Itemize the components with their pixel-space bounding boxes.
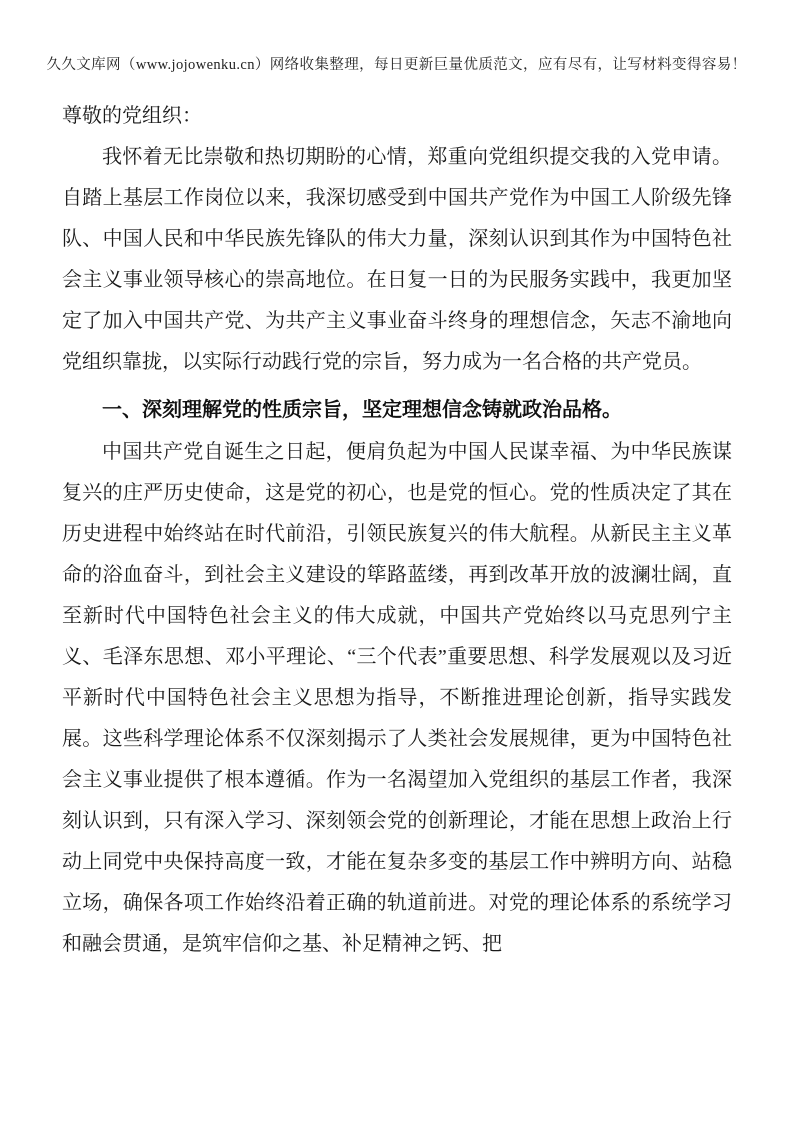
header-watermark-text: 久久文库网（www.jojowenku.cn）网络收集整理，每日更新巨量优质范文，应有尽有，让写材料变得容易！	[46, 57, 747, 73]
section-heading: 一、深刻理解党的性质宗旨，坚定理想信念铸就政治品格。	[102, 399, 622, 421]
paragraph-intro: 我怀着无比崇敬和热切期盼的心情，郑重向党组织提交我的入党申请。自踏上基层工作岗位以来，我深切感受到中国共产党作为中国工人阶级先锋队、中国人民和中华民族先锋队的伟大力量，深刻认识到其作为中国特色社会主义事业领导核心的崇高地位。在日复一日的为民服务实践中，我更加坚定了加入中国共产党、为共产主义事业奋斗终身的理想信念，矢志不渝地向党组织靠拢，以实际行动践行党的宗旨，努力成为一名合格的共产党员。	[62, 146, 732, 373]
document-body	[62, 96, 732, 965]
page-header	[40, 54, 753, 76]
paragraph-section-one: 中国共产党自诞生之日起，便肩负起为中国人民谋幸福、为中华民族谋复兴的庄严历史使命，这是党的初心，也是党的恒心。党的性质决定了其在历史进程中始终站在时代前沿，引领民族复兴的伟大航程。从新民主主义革命的浴血奋斗，到社会主义建设的筚路蓝缕，再到改革开放的波澜壮阔，直至新时代中国特色社会主义的伟大成就，中国共产党始终以马克思列宁主义、毛泽东思想、邓小平理论、“三个代表”重要思想、科学发展观以及习近平新时代中国特色社会主义思想为指导，不断推进理论创新，指导实践发展。这些科学理论体系不仅深刻揭示了人类社会发展规律，更为中国特色社会主义事业提供了根本遵循。作为一名渴望加入党组织的基层工作者，我深刻认识到，只有深入学习、深刻领会党的创新理论，才能在思想上政治上行动上同党中央保持高度一致，才能在复杂多变的基层工作中辨明方向、站稳立场，确保各项工作始终沿着正确的轨道前进。对党的理论体系的系统学习和融会贯通，是筑牢信仰之基、补足精神之钙、把	[62, 441, 732, 955]
salutation: 尊敬的党组织：	[62, 105, 202, 127]
